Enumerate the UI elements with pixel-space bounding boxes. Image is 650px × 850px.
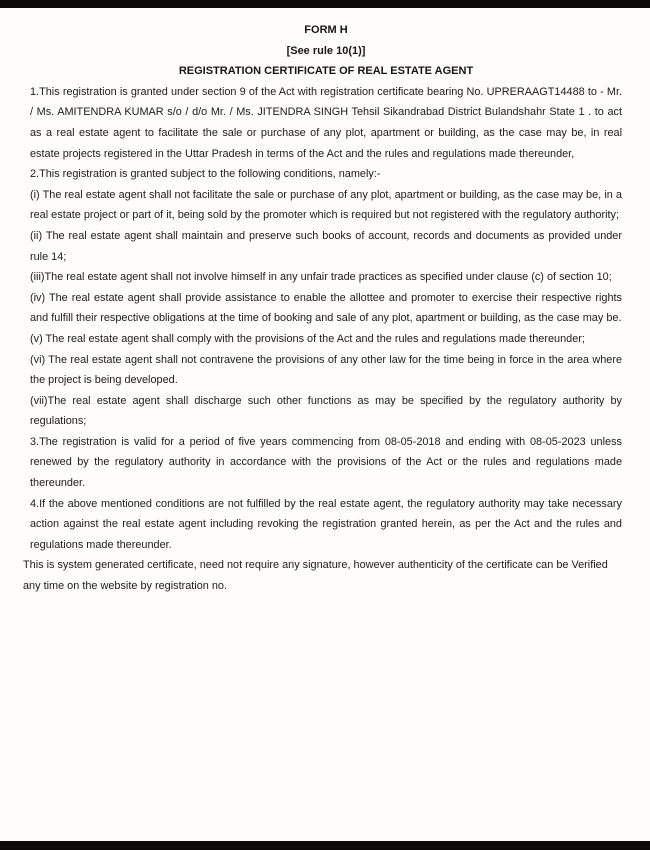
condition-iv: (iv) The real estate agent shall provide assistance to enable the allottee and promoter to exercise their respective rights and fulfill their respective obligations at the time of booking and sale of any plot, apartment or building, as the case may be. bbox=[30, 291, 622, 325]
certificate-title: REGISTRATION CERTIFICATE OF REAL ESTATE AGENT bbox=[178, 65, 474, 78]
clause-1-registration-grant: 1.This registration is granted under section 9 of the Act with registration certificate bearing No. UPRERAAGT14488 to - Mr. / Ms. AMITENDRA KUMAR s/o / d/o Mr. / Ms. JITENDRA SINGH Tehsil Sikandrabad District Bulandshahr State 1 . to act as a real estate agent to facilitate the sale or purchase of any plot, apartment or building, as the case may be, in real estate projects registered in the Uttar Pradesh in terms of the Act and the rules and regulations made thereunder, bbox=[30, 85, 622, 160]
condition-v: (v) The real estate agent shall comply with the provisions of the Act and the rules and regulations made thereunder; bbox=[30, 332, 585, 345]
scan-edge-top bbox=[0, 0, 650, 8]
clause-3-validity-period: 3.The registration is valid for a period of five years commencing from 08-05-2018 and ending with 08-05-2023 unless renewed by the regulatory authority in accordance with the provisions of the Act or the rules and regulations made thereunder. bbox=[30, 435, 622, 490]
scan-edge-bottom bbox=[0, 841, 650, 850]
condition-vi: (vi) The real estate agent shall not contravene the provisions of any other law for the time being in force in the area where the project is being developed. bbox=[30, 353, 622, 387]
form-title: FORM H bbox=[304, 24, 348, 36]
condition-iii: (iii)The real estate agent shall not involve himself in any unfair trade practices as specified under clause (c) of section 10; bbox=[30, 271, 612, 284]
condition-i: (i) The real estate agent shall not facilitate the sale or purchase of any plot, apartment or building, as the case may be, in a real estate project or part of it, being sold by the promoter which is required but not registered with the regulatory authority; bbox=[30, 188, 622, 222]
clause-4-revocation: 4.If the above mentioned conditions are not fulfilled by the real estate agent, the regulatory authority may take necessary action against the real estate agent including revoking the registration granted herein, as per the Act and the rules and regulations made thereunder. bbox=[30, 497, 622, 551]
clause-2-conditions-intro: 2.This registration is granted subject to the following conditions, namely:- bbox=[30, 168, 381, 181]
rule-reference: [See rule 10(1)] bbox=[286, 44, 366, 57]
certificate-document bbox=[0, 8, 650, 597]
condition-ii: (ii) The real estate agent shall maintain and preserve such books of account, records and documents as provided under rule 14; bbox=[30, 229, 622, 263]
system-generated-note: This is system generated certificate, need not require any signature, however authenticity of the certificate can be Verified any time on the website by registration no. bbox=[23, 559, 608, 593]
condition-vii: (vii)The real estate agent shall discharge such other functions as may be specified by the regulatory authority by regulations; bbox=[30, 394, 622, 428]
